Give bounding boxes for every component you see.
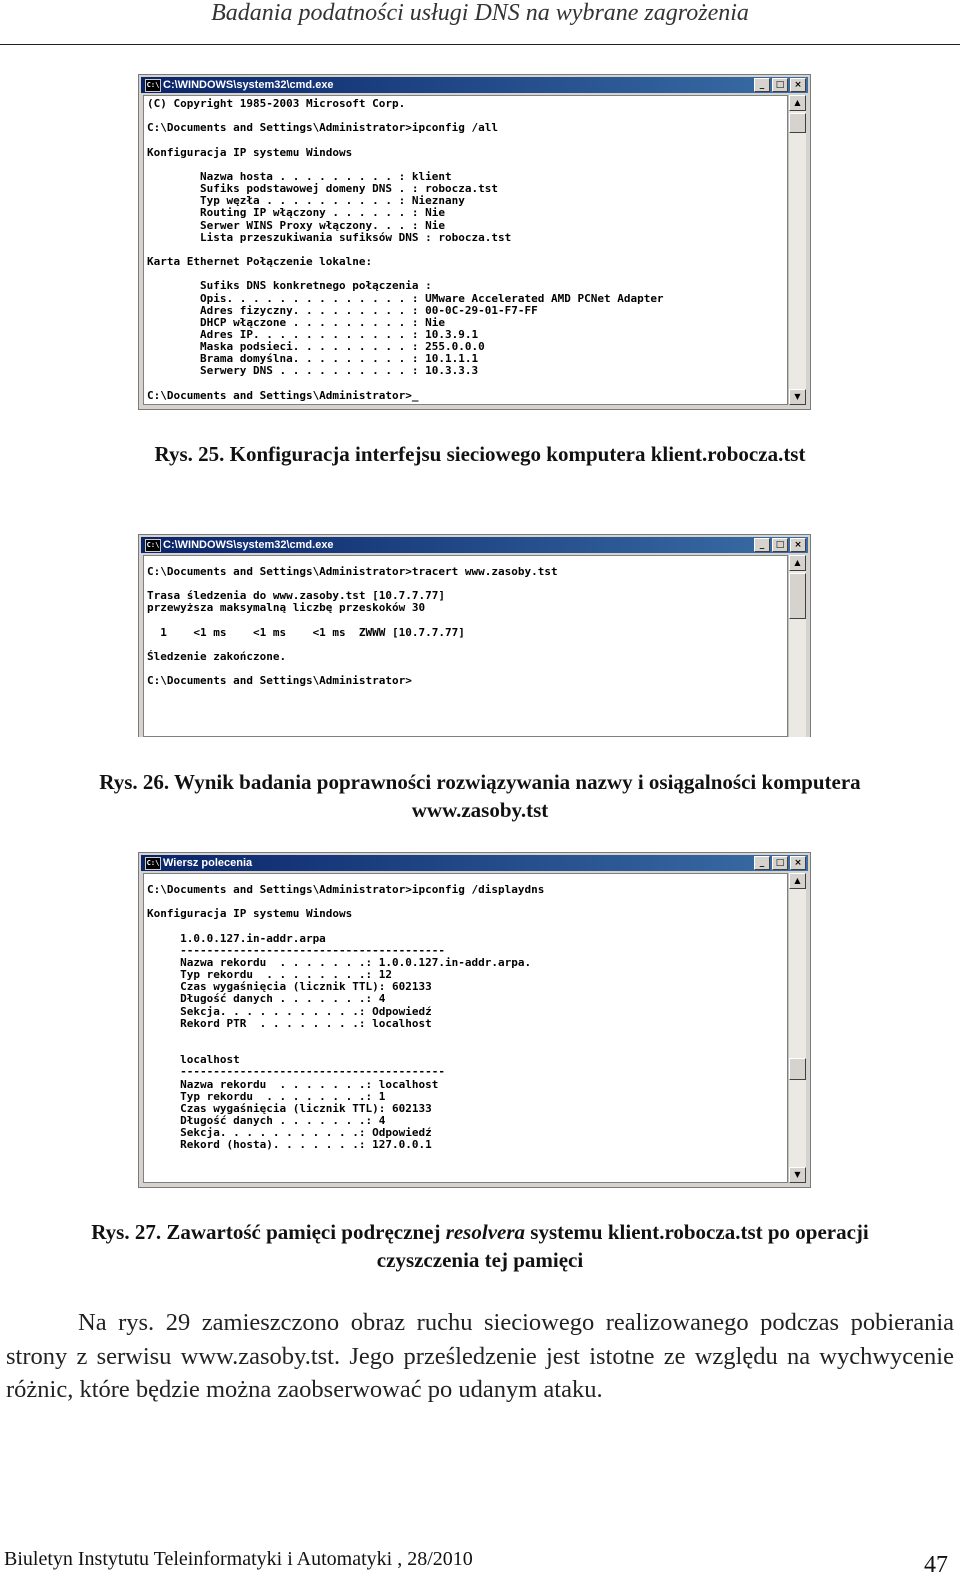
figure-caption-26-line2: www.zasoby.tst — [411, 798, 549, 822]
maximize-button[interactable]: □ — [772, 856, 788, 870]
console-output[interactable] — [143, 555, 788, 737]
cmd-icon: C:\ — [145, 539, 161, 552]
caption-27-suffix: systemu klient.robocza.tst po operacji — [525, 1220, 869, 1244]
close-button[interactable]: × — [790, 856, 806, 870]
figure-caption-27-line2: czyszczenia tej pamięci — [376, 1248, 584, 1272]
caption-27-italic: resolvera — [445, 1220, 526, 1244]
window-titlebar[interactable] — [141, 537, 808, 553]
close-button[interactable]: × — [790, 78, 806, 92]
body-paragraph-text: Na rys. 29 zamieszczono obraz ruchu sieciowego realizowanego podczas pobierania strony z serwisu www.zasoby.tst. Jego prześledzenie jest istotne ze względu na wychwycenie różnic, które będzie można zaobserwować po udanym ataku. — [6, 1309, 954, 1403]
scroll-down-icon[interactable]: ▼ — [789, 1167, 806, 1183]
window-titlebar[interactable] — [141, 77, 808, 93]
scroll-up-icon[interactable]: ▲ — [789, 873, 806, 889]
vertical-scrollbar[interactable] — [788, 873, 806, 1183]
window-title: C:\WINDOWS\system32\cmd.exe — [163, 539, 334, 551]
caption-27-prefix: Rys. 27. Zawartość pamięci podręcznej — [91, 1220, 446, 1244]
figure-caption-26-line1: Rys. 26. Wynik badania poprawności rozwiązywania nazwy i osiągalności komputera — [99, 770, 861, 794]
figure-caption-25: Rys. 25. Konfiguracja interfejsu sieciowego komputera klient.robocza.tst — [154, 442, 806, 466]
window-titlebar[interactable] — [141, 855, 808, 871]
cmd-window-tracert — [138, 534, 811, 737]
page-number: 47 — [924, 1552, 948, 1578]
scroll-thumb[interactable] — [789, 1058, 806, 1080]
figure-caption-27-line1 — [0, 1218, 960, 1246]
cmd-window-displaydns — [138, 852, 811, 1188]
scroll-thumb[interactable] — [789, 113, 806, 133]
minimize-button[interactable]: _ — [754, 856, 770, 870]
minimize-button[interactable]: _ — [754, 538, 770, 552]
close-button[interactable]: × — [790, 538, 806, 552]
body-paragraph — [6, 1306, 954, 1407]
window-title: C:\WINDOWS\system32\cmd.exe — [163, 79, 334, 91]
window-title: Wiersz polecenia — [163, 857, 253, 869]
scroll-down-icon[interactable]: ▼ — [789, 389, 806, 405]
vertical-scrollbar[interactable] — [788, 555, 806, 737]
console-text: C:\Documents and Settings\Administrator>tracert www.zasoby.tst Trasa śledzenia do www.zasoby.tst [10.7.7.77] przewyższa maksymalną liczbę przeskoków 30 1 <1 ms <1 ms <1 ms ZWWW [10.7.7.77] Śledzenie zakończone. C:\Documents and Settings\Administrator> — [147, 565, 558, 688]
maximize-button[interactable]: □ — [772, 78, 788, 92]
scroll-thumb[interactable] — [789, 573, 806, 619]
header-title: Badania podatności usługi DNS na wybrane zagrożenia — [211, 0, 749, 26]
maximize-button[interactable]: □ — [772, 538, 788, 552]
page-header — [0, 0, 960, 45]
console-output[interactable] — [143, 95, 788, 405]
scroll-up-icon[interactable]: ▲ — [789, 555, 806, 571]
scroll-up-icon[interactable]: ▲ — [789, 95, 806, 111]
vertical-scrollbar[interactable] — [788, 95, 806, 405]
console-text: (C) Copyright 1985-2003 Microsoft Corp. C:\Documents and Settings\Administrator>ipconfig /all Konfiguracja IP systemu Windows Nazwa hosta . . . . . . . . . : klient Sufiks podstawowej domeny DNS . : robocza.tst Typ węzła . . . . . . . . . . : Nieznany Routing IP włączony . . . . . . : Nie Serwer WINS Proxy włączony. . . : Nie Lista przeszukiwania sufiksów DNS : robocza.tst Karta Ethernet Połączenie lokalne: Sufiks DNS konkretnego połączenia : Opis. . . . . . . . . . . . . . : UMware Accelerated AMD PCNet Adapter Adres fizyczny. . . . . . . . . : 00-0C-29-01-F7-FF DHCP włączone . . . . . . . . . : Nie Adres IP. . . . . . . . . . . . : 10.3.9.1 Maska podsieci. . . . . . . . . : 255.0.0.0 Brama domyślna. . . . . . . . . : 10.1.1.1 Serwery DNS . . . . . . . . . . : 10.3.3.3 C:\Documents and Settings\Administrator>_ — [147, 97, 664, 402]
cmd-icon: C:\ — [145, 857, 161, 870]
cmd-icon: C:\ — [145, 79, 161, 92]
cmd-window-ipconfig-all — [138, 74, 811, 410]
footer-journal: Biuletyn Instytutu Teleinformatyki i Automatyki , 28/2010 — [4, 1548, 473, 1570]
console-output[interactable] — [143, 873, 788, 1183]
minimize-button[interactable]: _ — [754, 78, 770, 92]
console-text: C:\Documents and Settings\Administrator>ipconfig /displaydns Konfiguracja IP systemu Windows 1.0.0.127.in-addr.arpa ---------------------------------------- Nazwa rekordu . . . . . . .: 1.0.0.127.in-addr.arpa. Typ rekordu . . . . . . . .: 12 Czas wygaśnięcia (licznik TTL): 602133 Długość danych . . . . . . .: 4 Sekcja. . . . . . . . . . .: Odpowiedź Rekord PTR . . . . . . . .: localhost localhost ---------------------------------------- Nazwa rekordu . . . . . . .: localhost Typ rekordu . . . . . . . .: 1 Czas wygaśnięcia (licznik TTL): 602133 Długość danych . . . . . . .: 4 Sekcja. . . . . . . . . . .: Odpowiedź Rekord (hosta). . . . . . .: 127.0.0.1 — [147, 883, 545, 1152]
